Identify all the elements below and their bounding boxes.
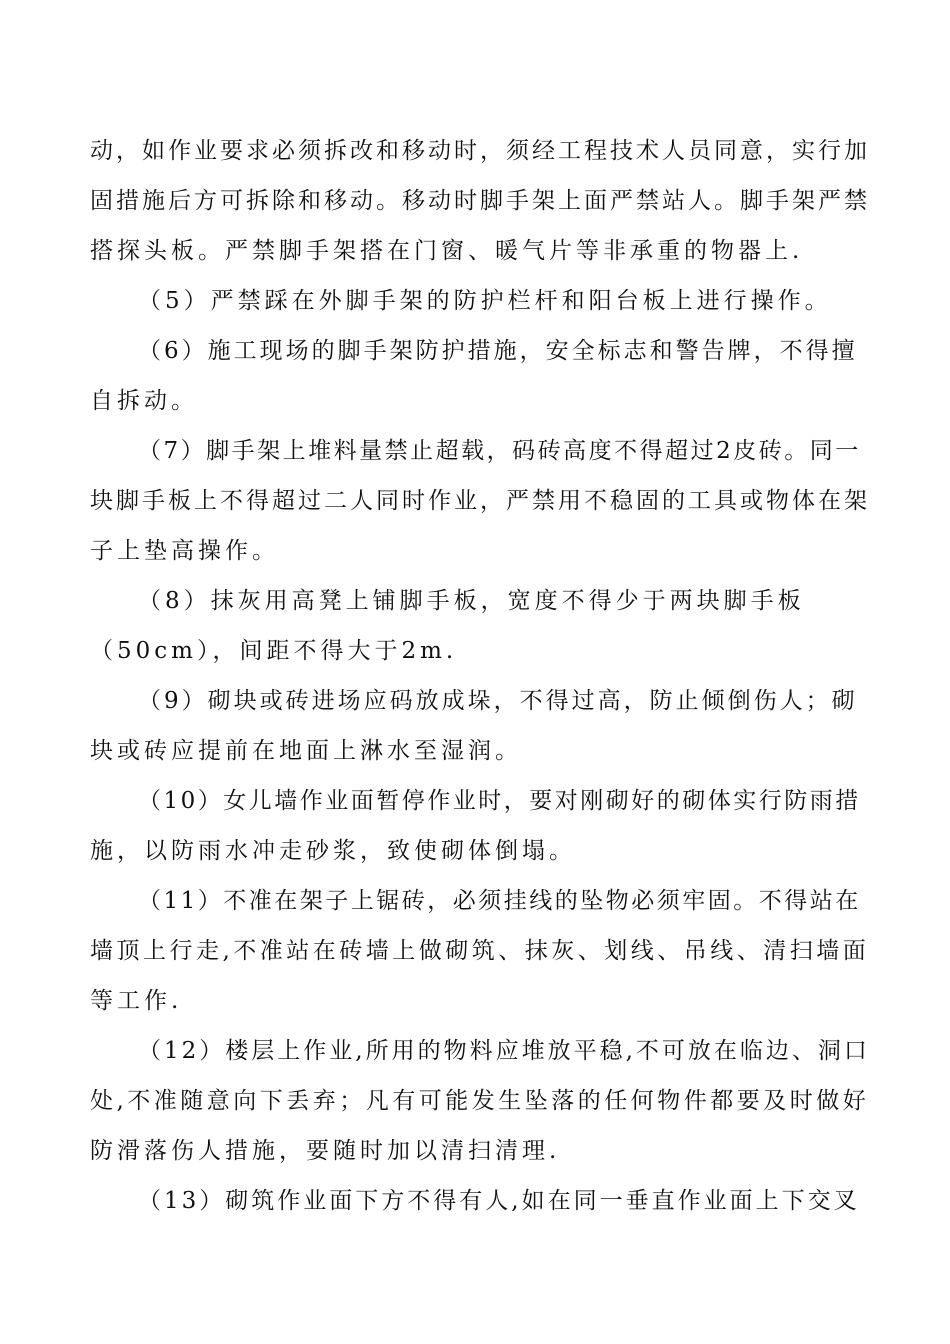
text-line: 子上垫高操作。: [90, 538, 279, 564]
paragraph-12-line: （12）楼层上作业,所用的物料应堆放平稳,不可放在临边、洞口: [138, 1038, 870, 1064]
paragraph-6-line: （6）施工现场的脚手架防护措施，安全标志和警告牌，不得擅: [138, 338, 858, 364]
paragraph-8-line: （8）抹灰用高凳上铺脚手板，宽度不得少于两块脚手板: [138, 588, 805, 614]
paragraph-10-line: （10）女儿墙作业面暂停作业时，要对刚砌好的砌体实行防雨措: [138, 788, 861, 814]
text-line: 搭探头板。严禁脚手架搭在门窗、暖气片等非承重的物器上.: [90, 238, 804, 264]
text-line: 等工作.: [90, 988, 183, 1014]
text-line: 动，如作业要求必须拆改和移动时，须经工程技术人员同意，实行加: [90, 138, 870, 164]
paragraph-13-line: （13）砌筑作业面下方不得有人,如在同一垂直作业面上下交叉: [138, 1188, 860, 1214]
text-line: 块或砖应提前在地面上淋水至湿润。: [90, 738, 522, 764]
text-line: 块脚手板上不得超过二人同时作业，严禁用不稳固的工具或物体在架: [90, 488, 870, 514]
text-line: 防滑落伤人措施，要随时加以清扫清理.: [90, 1138, 561, 1164]
paragraph-7-line: （7）脚手架上堆料量禁止超载，码砖高度不得超过2皮砖。同一: [138, 438, 861, 464]
paragraph-9-line: （9）砌块或砖进场应码放成垛，不得过高，防止倾倒伤人；砌: [138, 688, 858, 714]
text-line: 自拆动。: [90, 388, 198, 414]
text-line: 处,不准随意向下丢弃；凡有可能发生坠落的任何物件都要及时做好: [90, 1088, 870, 1114]
paragraph-5-line: （5）严禁踩在外脚手架的防护栏杆和阳台板上进行操作。: [138, 288, 832, 314]
text-line: 固措施后方可拆除和移动。移动时脚手架上面严禁站人。脚手架严禁: [90, 188, 870, 214]
text-line: 墙顶上行走,不准站在砖墙上做砌筑、抹灰、划线、吊线、清扫墙面: [90, 938, 870, 964]
text-line: （50cm），间距不得大于2m.: [90, 638, 458, 664]
paragraph-11-line: （11）不准在架子上锯砖，必须挂线的坠物必须牢固。不得站在: [138, 888, 861, 914]
text-line: 施，以防雨水冲走砂浆，致使砌体倒塌。: [90, 838, 576, 864]
